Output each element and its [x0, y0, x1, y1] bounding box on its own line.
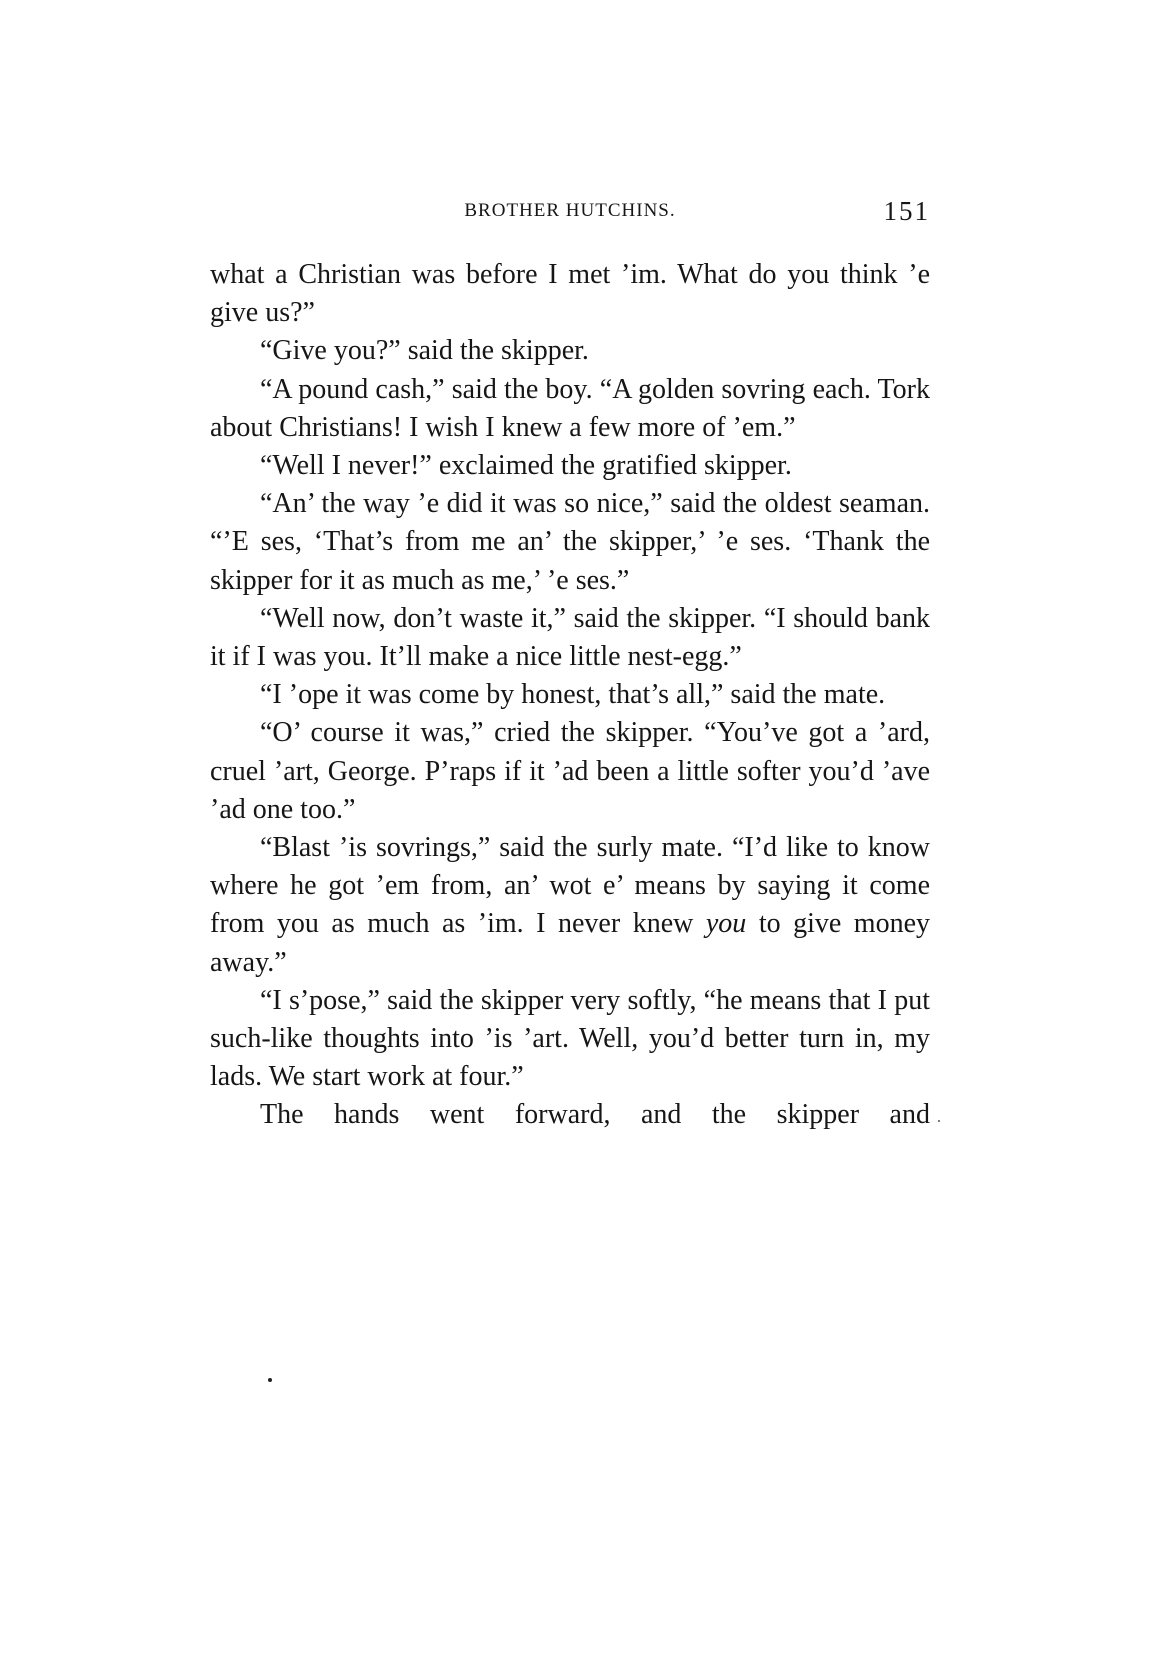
paragraph-8: “O’ course it was,” cried the skipper. “You’ve got a ’ard, cruel ’art, George. P’raps if it ’ad been a little softer you’d ’ave ’ad one too.” [210, 717, 930, 825]
print-speck [938, 1120, 940, 1122]
running-title: BROTHER HUTCHINS. [464, 200, 676, 221]
paragraph-7: “I ’ope it was come by honest, that’s all,” said the mate. [260, 679, 886, 711]
paragraph-3: “A pound cash,” said the boy. “A golden sovring each. Tork about Christians! I wish I knew a few more of ’em.” [210, 373, 930, 443]
italic-you: you [705, 908, 747, 940]
paragraph-5: “An’ the way ’e did it was so nice,” said the oldest seaman. “’E ses, ‘That’s from me an’ the skipper,’ ’e ses. ‘Thank the skipper for it as much as me,’ ’e ses.” [210, 488, 930, 596]
paragraph-6: “Well now, don’t waste it,” said the skipper. “I should bank it if I was you. It’ll make a nice little nest-egg.” [210, 602, 930, 673]
paragraph-4: “Well I never!” exclaimed the gratified skipper. [260, 450, 792, 482]
paragraph-9 [210, 829, 930, 982]
print-speck-bottom [268, 1378, 272, 1382]
body-text [210, 256, 930, 1135]
paragraph-9-text: “Blast ’is sovrings,” said the surly mate. “I’d like to know where he got ’em from, an’ wot e’ means by saying it come from you as much as ’im. I never knew [210, 832, 930, 940]
page-number: 151 [883, 196, 930, 226]
paragraph-11: The hands went forward, and the skipper and [260, 1099, 930, 1131]
paragraph-10: “I s’pose,” said the skipper very softly, “he means that I put such-like thoughts into ’is ’art. Well, you’d better turn in, my lads. We start work at four.” [210, 984, 930, 1093]
paragraph-9-tail: to give money away.” [210, 908, 931, 978]
paragraph-1: what a Christian was before I met ’im. What do you think ’e give us?” [210, 259, 930, 329]
running-head [210, 196, 930, 226]
paragraph-2: “Give you?” said the skipper. [260, 335, 589, 367]
